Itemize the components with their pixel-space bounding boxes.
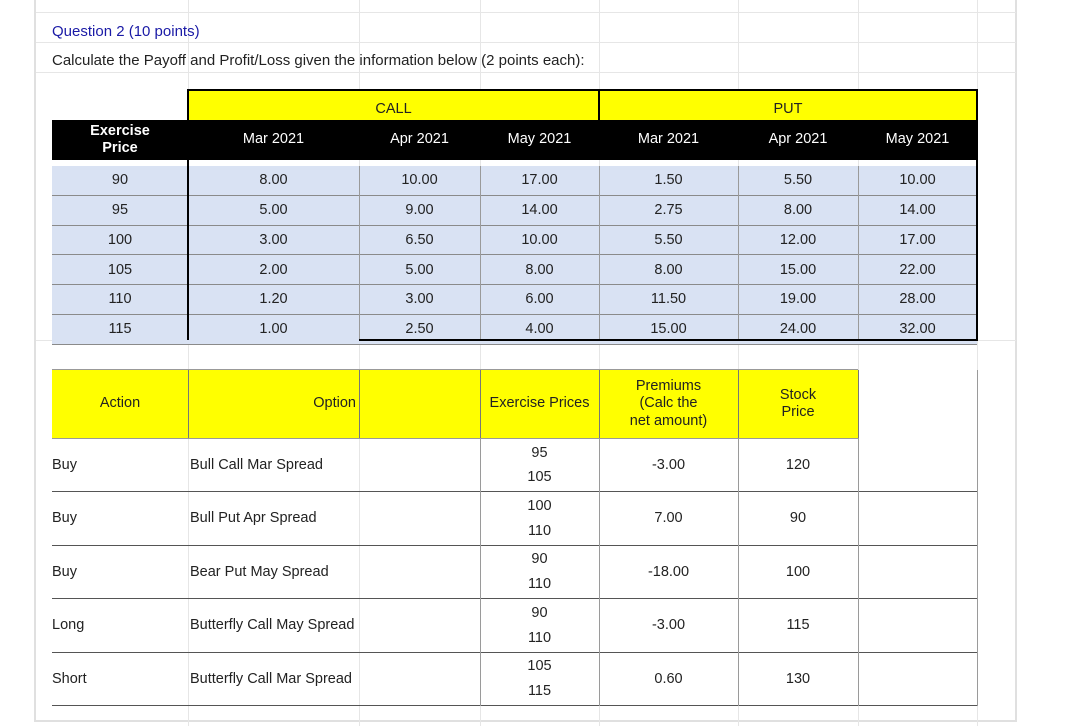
option-price-cell: 8.00 <box>525 261 554 278</box>
option-price-cell: 2.00 <box>259 261 288 278</box>
option-cell: Bull Call Mar Spread <box>190 457 323 473</box>
header-divider <box>738 370 739 438</box>
action-cell: Short <box>52 670 87 687</box>
stock-price-cell: 100 <box>785 563 811 580</box>
action-cell: Buy <box>52 457 77 473</box>
column-divider <box>738 166 739 340</box>
action-cell: Buy <box>52 563 77 580</box>
option-price-cell: 10.00 <box>521 231 558 248</box>
option-price-cell: 24.00 <box>779 321 817 338</box>
option-price-cell: 3.00 <box>259 231 288 248</box>
column-divider <box>599 438 600 706</box>
action-header: Action <box>99 395 141 412</box>
exercise-price-cell: 110 <box>108 291 132 308</box>
stock-price-header: Stock Price <box>779 386 817 420</box>
month-header: Apr 2021 <box>359 120 480 160</box>
premium-cell: 7.00 <box>654 510 683 527</box>
option-price-cell: 1.50 <box>654 172 683 189</box>
option-price-cell: 6.00 <box>525 291 554 308</box>
option-price-cell: 17.00 <box>521 172 558 189</box>
option-price-cell: 5.00 <box>405 261 434 278</box>
stock-price-cell: 115 <box>786 617 810 634</box>
exercise-price-cell: 115 <box>108 321 132 338</box>
month-header: Apr 2021 <box>738 120 858 160</box>
option-price-cell: 15.00 <box>650 321 687 338</box>
question-instructions: Calculate the Payoff and Profit/Loss given the information below (2 points each): <box>52 52 585 69</box>
grid-line <box>36 12 1016 13</box>
exercise-price-cell: 105 <box>107 261 133 278</box>
option-price-cell: 2.75 <box>654 202 683 218</box>
option-price-cell: 1.00 <box>259 321 288 338</box>
table-border <box>187 90 189 340</box>
exercise-price-header: Exercise Price <box>52 120 188 160</box>
option-price-cell: 8.00 <box>654 261 683 278</box>
option-price-cell: 14.00 <box>899 202 936 218</box>
month-header: May 2021 <box>480 120 599 160</box>
question-title: Question 2 (10 points) <box>52 23 200 40</box>
exercise-price-cell: 95 <box>111 202 129 218</box>
option-price-cell: 15.00 <box>779 261 817 278</box>
table-border <box>359 339 978 341</box>
row-divider <box>52 344 977 345</box>
exercise-price-low: 90 <box>531 551 548 568</box>
stock-price-cell: 130 <box>785 670 811 687</box>
table-border <box>187 89 978 91</box>
header-top-line <box>52 369 858 370</box>
row-divider <box>52 705 977 706</box>
header-divider <box>188 370 189 438</box>
option-price-cell: 28.00 <box>899 291 936 308</box>
exercise-prices-header: Exercise Prices <box>489 395 590 412</box>
exercise-price-high: 105 <box>527 469 552 486</box>
put-label: PUT <box>773 101 803 118</box>
exercise-price-cell: 90 <box>111 172 129 189</box>
header-divider <box>480 370 481 438</box>
column-divider <box>480 438 481 706</box>
option-price-cell: 22.00 <box>899 261 936 278</box>
action-cell: Long <box>52 617 85 634</box>
option-price-cell: 10.00 <box>899 172 936 189</box>
option-cell: Butterfly Call Mar Spread <box>190 670 352 687</box>
option-price-cell: 14.00 <box>521 202 558 218</box>
premium-cell: -3.00 <box>651 617 686 634</box>
option-price-cell: 1.20 <box>259 291 288 308</box>
table-border <box>976 90 978 341</box>
option-header: Option <box>313 395 356 412</box>
grid-line <box>36 42 1016 43</box>
option-price-cell: 3.00 <box>405 291 434 308</box>
option-price-cell: 2.50 <box>405 321 434 338</box>
premium-cell: -18.00 <box>647 563 690 580</box>
exercise-price-low: 95 <box>531 444 548 461</box>
month-header: Mar 2021 <box>188 120 359 160</box>
option-cell: Butterfly Call May Spread <box>190 617 355 634</box>
option-price-cell: 5.00 <box>259 202 288 218</box>
option-price-cell: 9.00 <box>405 202 434 218</box>
premiums-header: Premiums (Calc the net amount) <box>629 377 708 429</box>
option-cell: Bull Put Apr Spread <box>190 510 317 527</box>
column-divider <box>858 438 859 706</box>
column-divider <box>977 370 978 706</box>
column-divider <box>858 166 859 340</box>
option-price-cell: 32.00 <box>899 321 936 338</box>
header-divider <box>599 370 600 438</box>
header-divider <box>858 370 859 438</box>
exercise-price-high: 110 <box>527 576 552 593</box>
column-divider <box>599 166 600 340</box>
option-price-cell: 8.00 <box>259 172 288 189</box>
option-price-cell: 12.00 <box>779 231 817 248</box>
column-divider <box>359 166 360 340</box>
premium-cell: -3.00 <box>651 457 686 473</box>
stock-price-cell: 90 <box>789 510 807 527</box>
exercise-price-cell: 100 <box>107 231 133 248</box>
action-cell: Buy <box>52 510 77 527</box>
month-header: Mar 2021 <box>599 120 738 160</box>
exercise-price-low: 105 <box>527 658 552 675</box>
option-price-cell: 17.00 <box>899 231 936 248</box>
call-label: CALL <box>375 101 412 118</box>
option-price-cell: 10.00 <box>401 172 438 189</box>
option-price-cell: 11.50 <box>650 291 687 308</box>
option-cell: Bear Put May Spread <box>190 563 329 580</box>
option-price-cell: 5.50 <box>783 172 813 189</box>
grid-line <box>36 72 1016 73</box>
exercise-price-low: 90 <box>531 604 548 621</box>
column-divider <box>480 166 481 340</box>
header-divider <box>598 90 600 121</box>
exercise-price-low: 100 <box>527 498 552 515</box>
exercise-price-high: 110 <box>527 522 552 539</box>
stock-price-cell: 120 <box>785 457 811 473</box>
premium-cell: 0.60 <box>654 670 683 687</box>
header-divider <box>359 370 360 438</box>
option-price-cell: 19.00 <box>779 291 817 308</box>
exercise-price-high: 115 <box>527 682 552 699</box>
column-divider <box>738 438 739 706</box>
exercise-price-high: 110 <box>527 629 552 646</box>
option-price-cell: 4.00 <box>525 321 554 338</box>
option-price-cell: 8.00 <box>783 202 813 218</box>
option-price-cell: 5.50 <box>654 231 683 248</box>
option-price-cell: 6.50 <box>405 231 434 248</box>
month-header: May 2021 <box>858 120 977 160</box>
